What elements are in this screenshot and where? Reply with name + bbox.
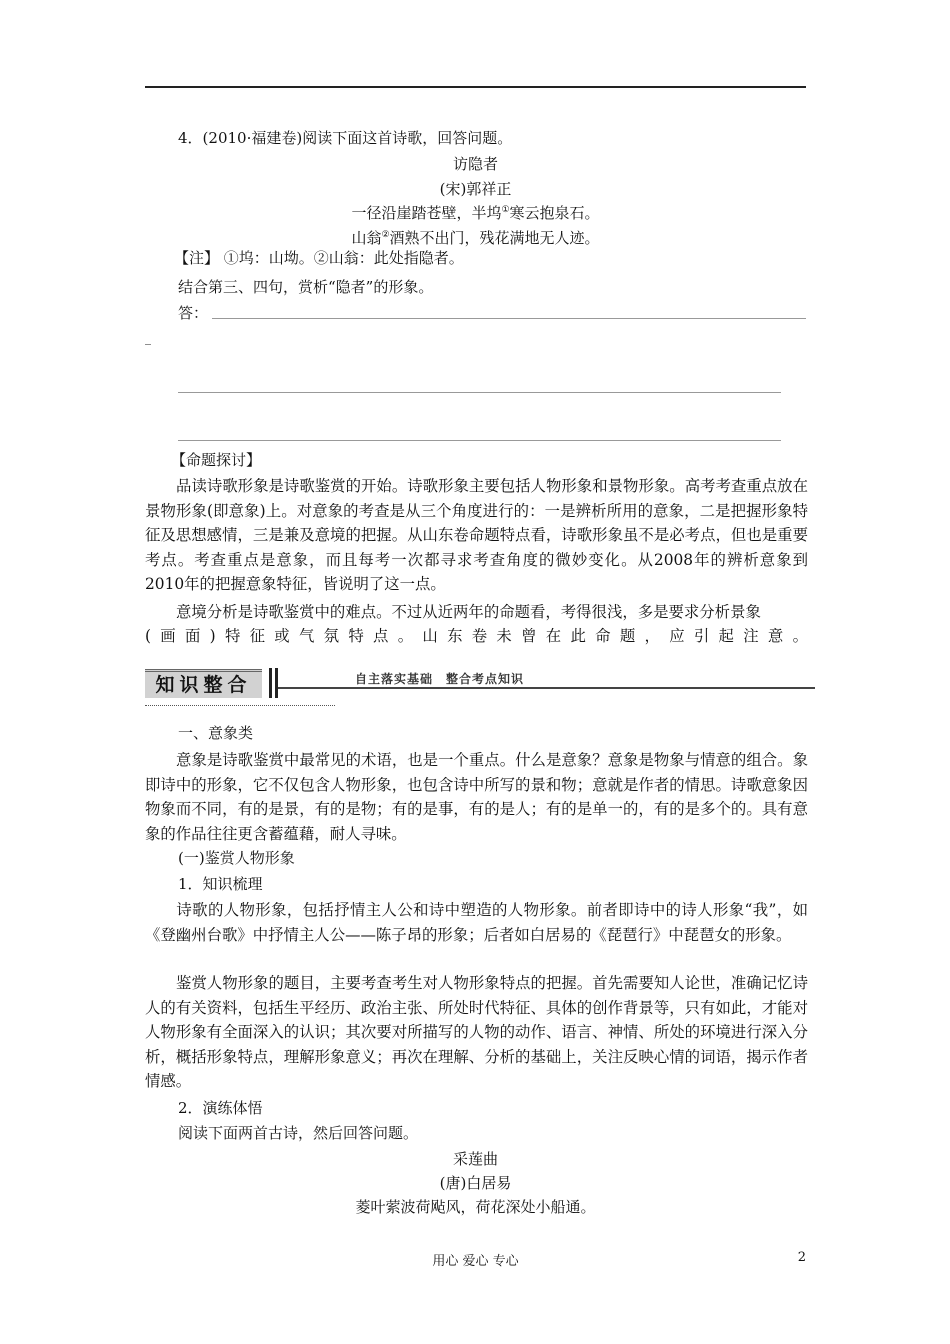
header-rule bbox=[145, 86, 806, 88]
stray-mark: _ bbox=[145, 331, 151, 345]
discussion-paragraph-1 bbox=[145, 474, 808, 597]
footnote-marker-2: ② bbox=[381, 230, 390, 240]
item-heading-1: 1．知识梳理 bbox=[178, 875, 263, 893]
question-prompt: 结合第三、四句，赏析“隐者”的形象。 bbox=[178, 278, 434, 296]
answer-line-3[interactable] bbox=[178, 440, 781, 441]
poem-line-1-text-a: 一径沿崖踏苍壁，半坞 bbox=[351, 204, 502, 222]
knowledge-paragraph-1-text: 意象是诗歌鉴赏中最常见的术语，也是一个重点。什么是意象？意象是物象与情意的组合。象即诗中的形象，它不仅包含人物形象，也包含诗中所写的景和物；意就是作者的情思。诗歌意象因物象而不同，有的是景，有的是物；有的是事，有的是人；有的是单一的，有的是多个的。具有意象的作品往往更含蓄蕴藉，耐人寻味。 bbox=[145, 751, 808, 843]
knowledge-paragraph-2-text: 诗歌的人物形象，包括抒情主人公和诗中塑造的人物形象。前者即诗中的诗人形象“我”，如《登幽州台歌》中抒情主人公——陈子昂的形象；后者如白居易的《琵琶行》中琵琶女的形象。 bbox=[145, 901, 808, 944]
poem-line-2-text-b: 酒熟不出门，残花满地无人迹。 bbox=[389, 229, 600, 247]
poem2-line-1: 菱叶萦波荷飐风，荷花深处小船通。 bbox=[355, 1198, 596, 1216]
subsection-heading: (一)鉴赏人物形象 bbox=[178, 849, 295, 867]
answer-label: 答： bbox=[178, 304, 209, 322]
banner-divider bbox=[275, 668, 278, 698]
poem-line-1-text-b: 寒云抱泉石。 bbox=[509, 204, 600, 222]
section-banner bbox=[145, 668, 815, 698]
poem-author: (宋)郭祥正 bbox=[439, 180, 512, 198]
knowledge-paragraph-3-text: 鉴赏人物形象的题目，主要考查考生对人物形象特点的把握。首先需要知人论世，准确记忆诗人的有关资料，包括生平经历、政治主张、所处时代特征、具体的创作背景等，只有如此，才能对人物形象有全面深入的认识；其次要对所描写的人物的动作、语言、神情、所处的环境进行深入分析，概括形象特点，理解形象意义；再次在理解、分析的基础上，关注反映心情的词语，揭示作者情感。 bbox=[145, 974, 808, 1091]
footnote-marker-1: ① bbox=[501, 205, 510, 215]
banner-rule bbox=[278, 687, 815, 689]
question-stem: 4．(2010·福建卷)阅读下面这首诗歌，回答问题。 bbox=[178, 129, 513, 147]
answer-line-2[interactable] bbox=[178, 392, 781, 393]
footer-text: 用心 爱心 专心 bbox=[432, 1254, 519, 1269]
banner-underline bbox=[145, 705, 335, 706]
knowledge-paragraph-1 bbox=[145, 748, 808, 846]
discussion-paragraph-2 bbox=[145, 600, 808, 625]
page-number: 2 bbox=[797, 1250, 806, 1265]
discussion-heading: 【命题探讨】 bbox=[171, 451, 262, 469]
item-heading-2: 2．演练体悟 bbox=[178, 1099, 263, 1117]
discussion-paragraph-2-last-line: (画面)特征或气氛特点。山东卷未曾在此命题，应引起注意。 bbox=[145, 627, 808, 645]
poem-title: 访隐者 bbox=[452, 155, 498, 173]
discussion-paragraph-2-text: 意境分析是诗歌鉴赏中的难点。不过从近两年的命题看，考得很浅，多是要求分析景象 bbox=[176, 603, 761, 621]
instruction: 阅读下面两首古诗，然后回答问题。 bbox=[178, 1124, 419, 1142]
section-heading: 一、意象类 bbox=[178, 724, 254, 742]
poem2-title: 采莲曲 bbox=[452, 1150, 498, 1168]
knowledge-paragraph-2 bbox=[145, 898, 808, 947]
poem-line-1 bbox=[145, 203, 806, 223]
poem-line-2-text-a: 山翁 bbox=[351, 229, 382, 247]
banner-divider bbox=[269, 668, 272, 698]
poem2-author: (唐)白居易 bbox=[439, 1174, 512, 1192]
answer-line-1[interactable] bbox=[212, 318, 806, 319]
banner-title: 知识整合 bbox=[145, 669, 262, 698]
knowledge-paragraph-3 bbox=[145, 971, 808, 1094]
banner-subtitle: 自主落实基础 整合考点知识 bbox=[355, 672, 525, 686]
discussion-paragraph-1-text: 品读诗歌形象是诗歌鉴赏的开始。诗歌形象主要包括人物形象和景物形象。高考考查重点放在景物形象(即意象)上。对意象的考查是从三个角度进行的：一是辨析所用的意象，二是把握形象特征及思想感情，三是兼及意境的把握。从山东卷命题特点看，诗歌形象虽不是必考点，但也是重要考点。考查重点是意象，而且每考一次都寻求考查角度的微妙变化。从2008年的辨析意象到2010年的把握意象特征，皆说明了这一点。 bbox=[145, 477, 808, 594]
poem-line-2 bbox=[145, 228, 806, 248]
poem-note: 【注】 ①坞：山坳。②山翁：此处指隐者。 bbox=[174, 249, 464, 267]
